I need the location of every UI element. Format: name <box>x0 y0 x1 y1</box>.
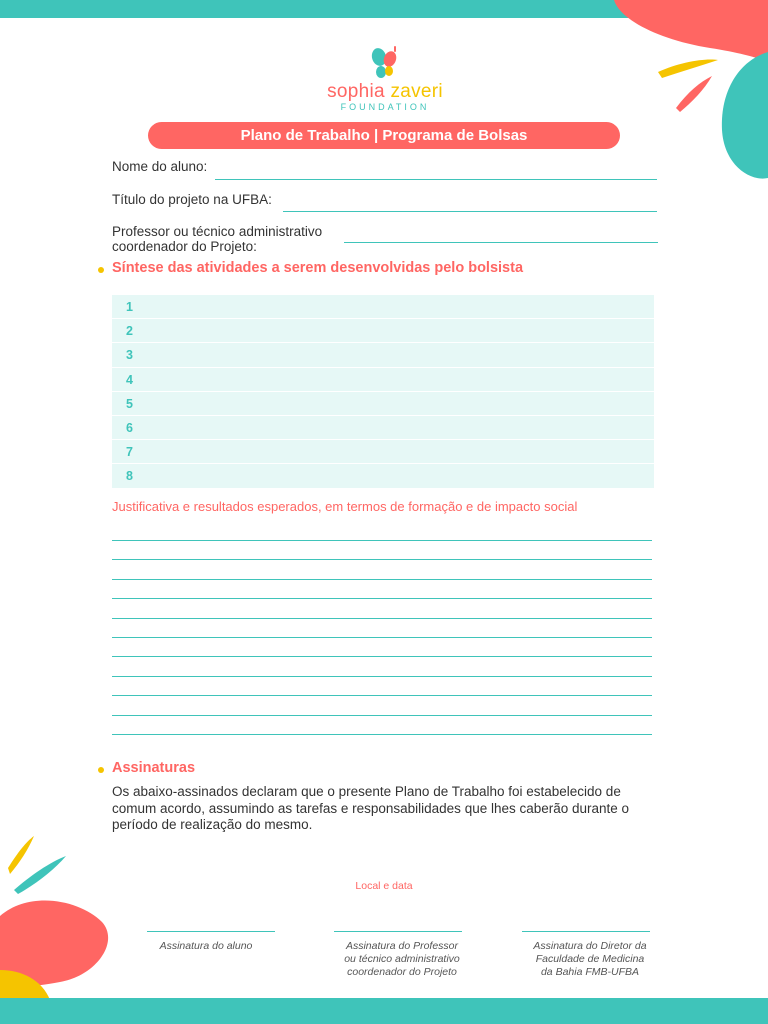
activity-row[interactable]: 2 <box>112 319 654 343</box>
document-title: Plano de Trabalho | Programa de Bolsas <box>148 122 620 149</box>
writing-line[interactable] <box>112 676 652 677</box>
signatures-paragraph: Os abaixo-assinados declaram que o presente Plano de Trabalho foi estabelecido de comum acordo, assumindo as tarefas e responsabilidades que lhes caberão durante o período de realização do mesmo. <box>112 784 630 832</box>
project-title-field[interactable] <box>283 211 657 212</box>
foundation-logo <box>318 46 452 112</box>
activity-row[interactable]: 1 <box>112 295 654 319</box>
activity-row[interactable]: 4 <box>112 368 654 392</box>
bottom-teal-bar <box>0 998 768 1024</box>
writing-line[interactable] <box>112 656 652 657</box>
writing-line[interactable] <box>112 598 652 599</box>
bottom-left-blob-decoration <box>0 830 110 1000</box>
writing-line[interactable] <box>112 559 652 560</box>
local-date-label: Local e data <box>355 880 413 892</box>
bullet-dot-icon <box>98 267 104 273</box>
writing-line[interactable] <box>112 579 652 580</box>
writing-line[interactable] <box>112 695 652 696</box>
writing-line[interactable] <box>112 734 652 735</box>
writing-line[interactable] <box>112 540 652 541</box>
student-name-field[interactable] <box>215 179 657 180</box>
activities-heading: Síntese das atividades a serem desenvolvidas pelo bolsista <box>112 260 524 276</box>
top-right-blob-decoration <box>600 0 768 190</box>
director-signature-caption: Assinatura do Diretor da Faculdade de Medicina da Bahia FMB-UFBA <box>533 940 647 978</box>
butterfly-logo-icon <box>370 46 400 82</box>
student-name-label: Nome do aluno: <box>112 159 208 174</box>
logo-subtitle: FOUNDATION <box>340 102 430 112</box>
writing-line[interactable] <box>112 618 652 619</box>
bullet-dot-icon <box>98 767 104 773</box>
activity-row[interactable]: 3 <box>112 343 654 367</box>
activity-row[interactable]: 6 <box>112 416 654 440</box>
professor-signature-line[interactable] <box>334 931 462 932</box>
coordinator-label-line2: coordenador do Projeto: <box>112 239 257 254</box>
student-signature-caption: Assinatura do aluno <box>159 940 253 952</box>
coordinator-label-line1: Professor ou técnico administrativo <box>112 224 323 239</box>
student-signature-line[interactable] <box>147 931 275 932</box>
writing-line[interactable] <box>112 715 652 716</box>
director-signature-line[interactable] <box>522 931 650 932</box>
justification-heading: Justificativa e resultados esperados, em termos de formação e de impacto social <box>112 499 578 514</box>
activity-row[interactable]: 7 <box>112 440 654 464</box>
activity-row[interactable]: 8 <box>112 464 654 488</box>
logo-wordmark: sophia zaveri <box>327 81 443 102</box>
activity-row[interactable]: 5 <box>112 392 654 416</box>
top-teal-bar <box>0 0 640 18</box>
project-title-label: Título do projeto na UFBA: <box>112 192 272 207</box>
writing-line[interactable] <box>112 637 652 638</box>
professor-signature-caption: Assinatura do Professor ou técnico administrativo coordenador do Projeto <box>344 940 460 978</box>
activities-table <box>112 295 654 489</box>
signatures-heading: Assinaturas <box>112 760 196 776</box>
coordinator-field[interactable] <box>344 242 658 243</box>
